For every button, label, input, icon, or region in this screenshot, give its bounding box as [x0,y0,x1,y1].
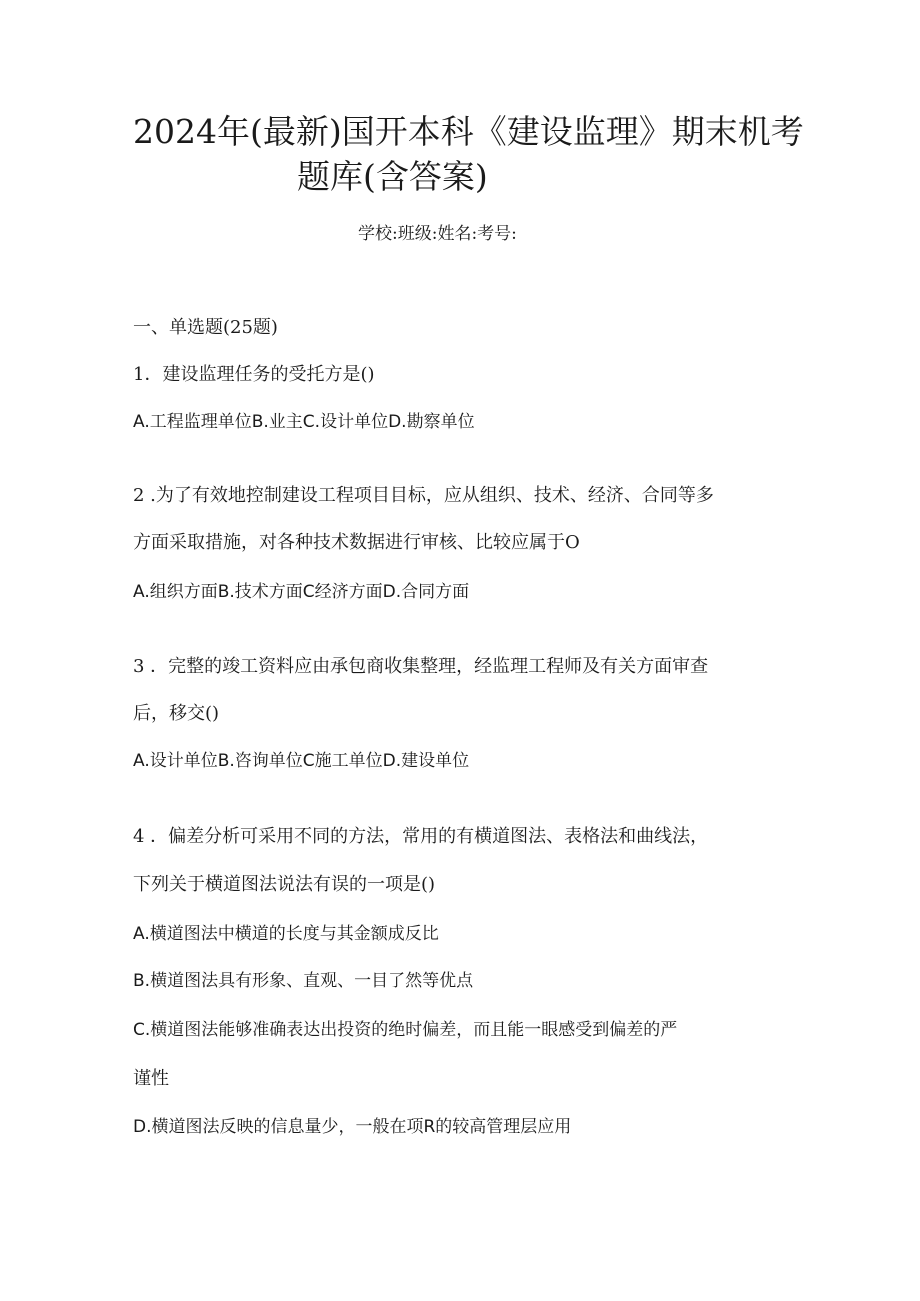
question-4-option-c-line-1: C.横道图法能够准确表达出投资的绝时偏差，而且能一眼感受到偏差的严 [133,1020,678,1040]
question-4-option-b: B.横道图法具有形象、直观、一目了然等优点 [133,971,474,991]
document-title-line-1: 2024年(最新)国开本科《建设监理》期末机考 [133,112,804,151]
question-1-stem: 1．建设监理任务的受托方是() [133,364,375,385]
document-title-line-2: 题库(含答案) [297,157,488,196]
question-4-option-a: A.横道图法中横道的长度与其金额成反比 [133,924,439,944]
question-4-stem-line-2: 下列关于横道图法说法有误的一项是() [133,874,436,895]
question-4-option-c-line-2: 谨性 [133,1068,169,1089]
question-1-options: A.工程监理单位B.业主C.设计单位D.勘察单位 [133,412,475,432]
question-2-stem-line-2: 方面采取措施，对各种技术数据进行审核、比较应属于O [133,532,580,553]
question-3-stem-line-2: 后，移交() [133,703,220,724]
question-3-stem-line-1: 3 ．完整的竣工资料应由承包商收集整理，经监理工程师及有关方面审查 [133,656,709,677]
question-3-options: A.设计单位B.咨询单位C施工单位D.建设单位 [133,751,470,771]
question-4-stem-line-1: 4 ．偏差分析可采用不同的方法，常用的有横道图法、表格法和曲线法， [133,826,709,847]
question-2-options: A.组织方面B.技术方面C经济方面D.合同方面 [133,582,470,602]
section-heading: 一、单选题(25题) [133,317,278,338]
student-info-line: 学校:班级:姓名:考号: [358,224,517,244]
question-2-stem-line-1: 2 .为了有效地控制建设工程项目目标，应从组织、技术、经济、合同等多 [133,485,714,506]
question-4-option-d: D.横道图法反映的信息量少，一般在项R的较高管理层应用 [133,1117,572,1137]
